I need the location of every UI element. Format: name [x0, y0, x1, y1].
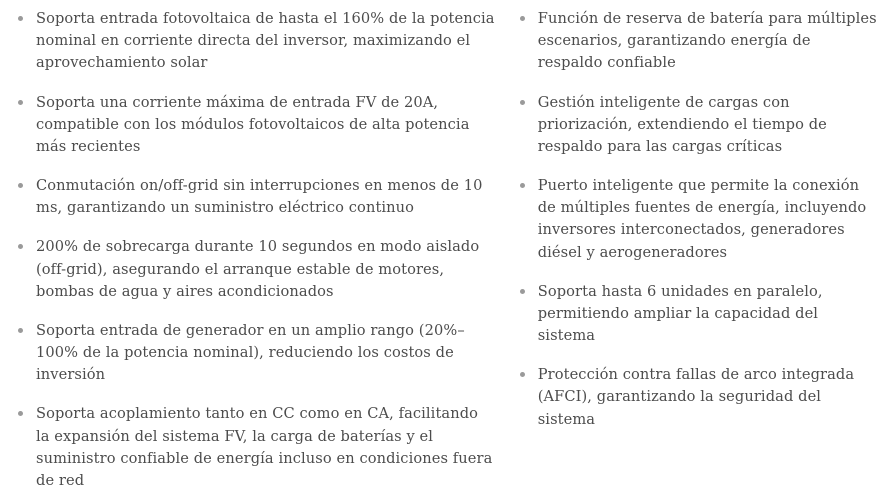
list-item-text: Puerto inteligente que permite la conexión de múltiples fuentes de energía, incluyendo inversores interconectados, generadores diésel y aerogeneradores: [537, 177, 867, 261]
list-item-text: Soporta hasta 6 unidades en paralelo, permitiendo ampliar la capacidad del sistema: [537, 282, 823, 345]
list-item: [18, 236, 496, 303]
list-item-text: Gestión inteligente de cargas con priorización, extendiendo el tiempo de respaldo para las cargas críticas: [537, 93, 827, 155]
right-column: [520, 8, 878, 426]
bullet-dot-icon: [18, 328, 23, 333]
list-item: [18, 320, 496, 387]
list-item-text: Protección contra fallas de arco integrada (AFCI), garantizando la seguridad del sistema: [537, 366, 855, 428]
list-item-text: Conmutación on/off-grid sin interrupciones en menos de 10 ms, garantizando un suministro eléctrico continuo: [36, 177, 483, 217]
list-item-text: Soporta acoplamiento tanto en CC como en CA, facilitando la expansión del sistema FV, la carga de baterías y el suministro confiable de energía incluso en condiciones fuera de red: [36, 405, 493, 489]
list-item: [18, 8, 496, 75]
list-item-text: 200% de sobrecarga durante 10 segundos en modo aislado (off-grid), asegurando el arranque estable de motores, bombas de agua y aires acondicionados: [36, 238, 480, 300]
list-item-text: Soporta entrada de generador en un amplio rango (20%–100% de la potencia nominal), reduciendo los costos de inversión: [36, 321, 465, 384]
list-item: [520, 281, 878, 348]
left-bullet-list: [18, 8, 496, 492]
bullet-dot-icon: [18, 16, 23, 21]
list-item-text: Soporta una corriente máxima de entrada FV de 20A, compatible con los módulos fotovoltaicos de alta potencia más recientes: [36, 93, 470, 155]
list-item: [18, 403, 496, 492]
bullet-dot-icon: [520, 100, 525, 105]
bullet-dot-icon: [18, 183, 23, 188]
bullet-dot-icon: [520, 372, 525, 377]
list-item: [520, 8, 878, 75]
right-bullet-list: [520, 8, 878, 431]
list-item: [520, 92, 878, 159]
bullet-dot-icon: [18, 244, 23, 249]
bullet-dot-icon: [520, 183, 525, 188]
bullet-dot-icon: [18, 411, 23, 416]
list-item-text: Soporta entrada fotovoltaica de hasta el 160% de la potencia nominal en corriente directa del inversor, maximizando el aprovechamiento solar: [36, 10, 495, 72]
list-item: [18, 92, 496, 159]
bullet-dot-icon: [18, 100, 23, 105]
list-item: [520, 364, 878, 431]
bullet-dot-icon: [520, 16, 525, 21]
left-column: [18, 8, 520, 489]
list-item-text: Función de reserva de batería para múltiples escenarios, garantizando energía de respaldo confiable: [537, 10, 877, 72]
list-item: [18, 175, 496, 219]
list-item: [520, 175, 878, 264]
bullet-dot-icon: [520, 289, 525, 294]
